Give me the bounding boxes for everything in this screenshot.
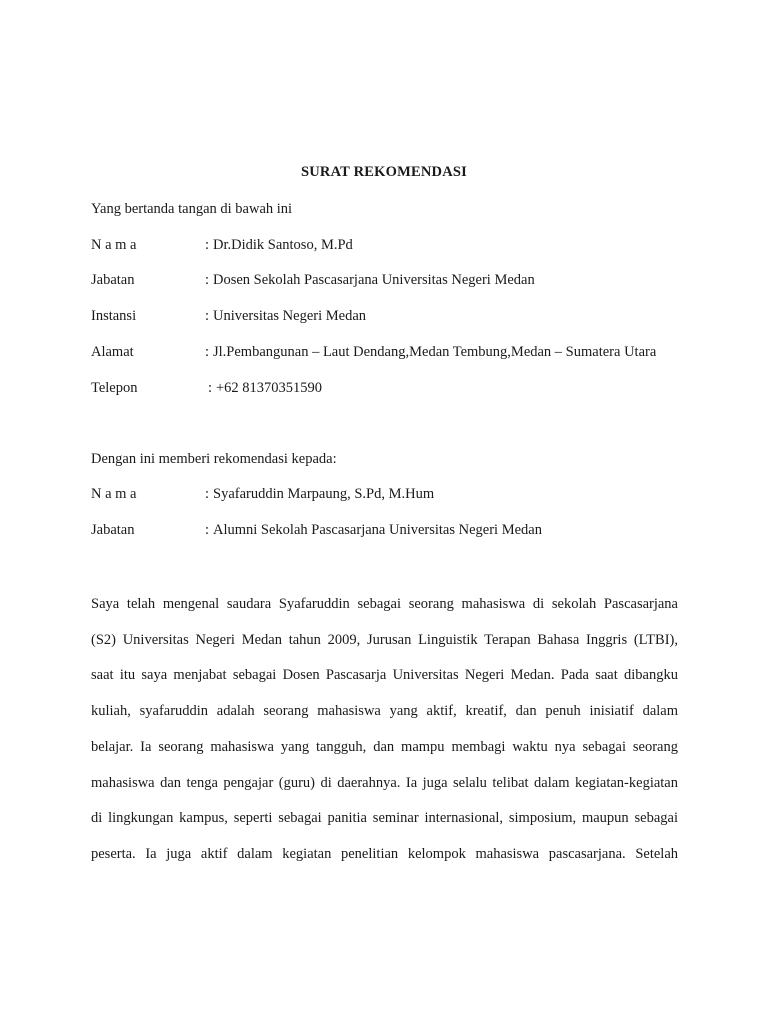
field-value: Dr.Didik Santoso, M.Pd <box>213 237 353 253</box>
field-label: Alamat <box>91 344 134 360</box>
field-value: Syafaruddin Marpaung, S.Pd, M.Hum <box>213 486 435 502</box>
field-label: Jabatan <box>91 272 135 288</box>
paragraph-line: (S2) Universitas Negeri Medan tahun 2009, Jurusan Linguistik Terapan Bahasa Inggris (LTBI), <box>91 631 678 648</box>
field-label: N a m a <box>91 237 137 253</box>
paragraph-line: peserta. Ia juga aktif dalam kegiatan penelitian kelompok mahasiswa pascasarjana. Setelah <box>91 845 678 862</box>
field-separator: : <box>205 344 210 360</box>
paragraph-line: belajar. Ia seorang mahasiswa yang tangguh, dan mampu membagi waktu nya sebagai seorang <box>91 738 678 755</box>
paragraph-line: Saya telah mengenal saudara Syafaruddin sebagai seorang mahasiswa di sekolah Pascasarjana <box>91 596 678 612</box>
letter-title: SURAT REKOMENDASI <box>300 164 467 180</box>
recommend-intro-text: Dengan ini memberi rekomendasi kepada: <box>91 451 337 467</box>
field-value: Jl.Pembangunan – Laut Dendang,Medan Tembung,Medan – Sumatera Utara <box>213 344 657 360</box>
body-paragraph <box>91 587 678 873</box>
field-separator: : <box>205 308 210 324</box>
field-separator: : <box>205 272 210 288</box>
field-label: Jabatan <box>91 522 135 538</box>
intro-text: Yang bertanda tangan di bawah ini <box>91 201 293 217</box>
field-value: Alumni Sekolah Pascasarjana Universitas Negeri Medan <box>213 522 542 538</box>
field-separator: : <box>205 522 210 538</box>
field-value: Universitas Negeri Medan <box>213 308 367 324</box>
field-label: Telepon <box>91 380 138 396</box>
field-separator: : <box>208 380 213 396</box>
paragraph-line: di lingkungan kampus, seperti sebagai panitia seminar internasional, simposium, maupun sebagai <box>91 810 678 827</box>
field-value: +62 81370351590 <box>216 380 323 396</box>
field-separator: : <box>205 486 210 502</box>
field-label: N a m a <box>91 486 137 502</box>
field-separator: : <box>205 237 210 253</box>
paragraph-line: saat itu saya menjabat sebagai Dosen Pascasarja Universitas Negeri Medan. Pada saat dibangku <box>91 667 678 684</box>
paragraph-line: mahasiswa dan tenga pengajar (guru) di daerahnya. Ia juga selalu telibat dalam kegiatan-kegiatan <box>91 774 678 791</box>
field-value: Dosen Sekolah Pascasarjana Universitas Negeri Medan <box>213 272 535 288</box>
field-label: Instansi <box>91 308 137 324</box>
paragraph-line: kuliah, syafaruddin adalah seorang mahasiswa yang aktif, kreatif, dan penuh inisiatif dalam <box>91 703 678 720</box>
